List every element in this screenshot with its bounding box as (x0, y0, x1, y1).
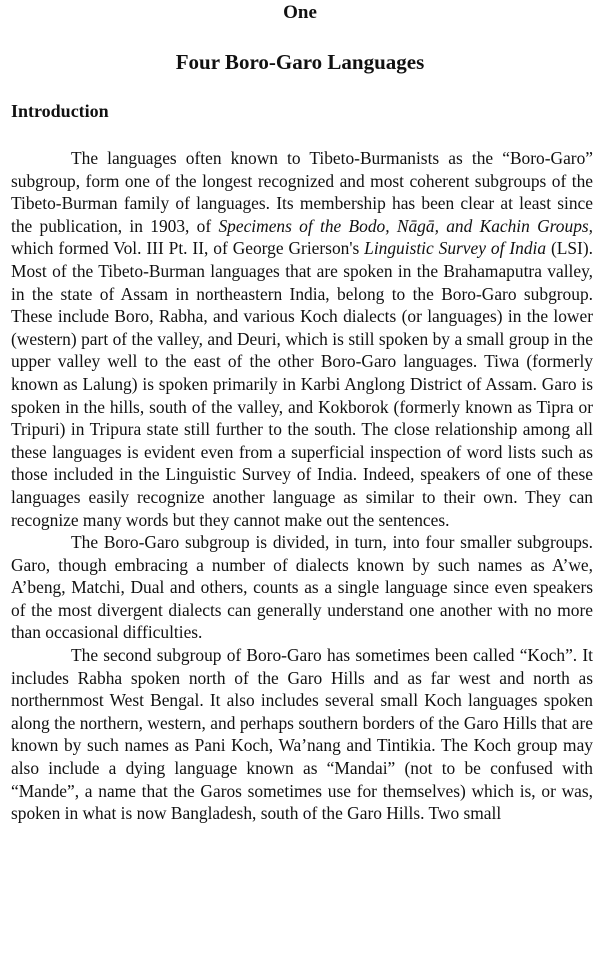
chapter-number: One (283, 2, 317, 23)
paragraph-1-text-3: (LSI). Most of the Tibeto-Burman languages that are spoken in the Brahamaputra valley, in the state of Assam in northeastern India, belong to the Boro-Garo subgroup. These include Boro, Rabha, and various Koch dialects (or languages) in the lower (western) part of the valley, and Deuri, which is still spoken by a small group in the upper valley well to the east of the other Boro-Garo languages. Tiwa (formerly known as Lalung) is spoken primarily in Karbi Anglong District of Assam. Garo is spoken in the hills, south of the valley, and Kokborok (formerly known as Tipra or Tripuri) in Tripura state still further to the south. The close relationship among all these languages is evident even from a superficial inspection of word lists such as those included in the Linguistic Survey of India. Indeed, speakers of one of these languages easily recognize another language as similar to their own. They can recognize many words but they cannot make out the sentences. (11, 238, 593, 530)
paragraph-1 (11, 147, 593, 531)
paragraph-3-text: The second subgroup of Boro-Garo has sometimes been called “Koch”. It includes Rabha spoken north of the Garo Hills and as far west and north as northernmost West Bengal. It also includes several small Koch languages spoken along the northern, western, and perhaps southern borders of the Garo Hills that are known by such names as Pani Koch, Wa’nang and Tintikia. The Koch group may also include a dying language known as “Mandai” (not to be confused with “Mande”, a name that the Garos sometimes use for themselves) which is, or was, spoken in what is now Bangladesh, south of the Garo Hills. Two small (11, 645, 593, 824)
chapter-title: Four Boro-Garo Languages (175, 50, 425, 74)
book-title-lsi: Linguistic Survey of India (364, 238, 547, 259)
section-heading: Introduction (11, 101, 109, 121)
paragraph-2-text: The Boro-Garo subgroup is divided, in turn, into four smaller subgroups. Garo, though embracing a number of dialects known by such names as A’we, A’beng, Matchi, Dual and others, counts as a single language since even speakers of the most divergent dialects can generally understand one another with no more than occasional difficulties. (11, 532, 593, 643)
paragraph-1-text-2: which formed Vol. III Pt. II, of George Grierson's (11, 238, 365, 259)
paragraph-1-text-1: The languages often known to Tibeto-Burmanists as the “Boro-Garo” subgroup, form one of the longest recognized and most coherent subgroups of the Tibeto-Burman family of languages. Its membership has been clear at least since the publication, in 1903, of (11, 148, 593, 236)
paragraph-2 (11, 531, 593, 644)
paragraph-3 (11, 644, 593, 825)
body-text (11, 147, 593, 825)
book-title-specimens: Specimens of the Bodo, Nāgā, and Kachin Groups, (218, 215, 594, 236)
